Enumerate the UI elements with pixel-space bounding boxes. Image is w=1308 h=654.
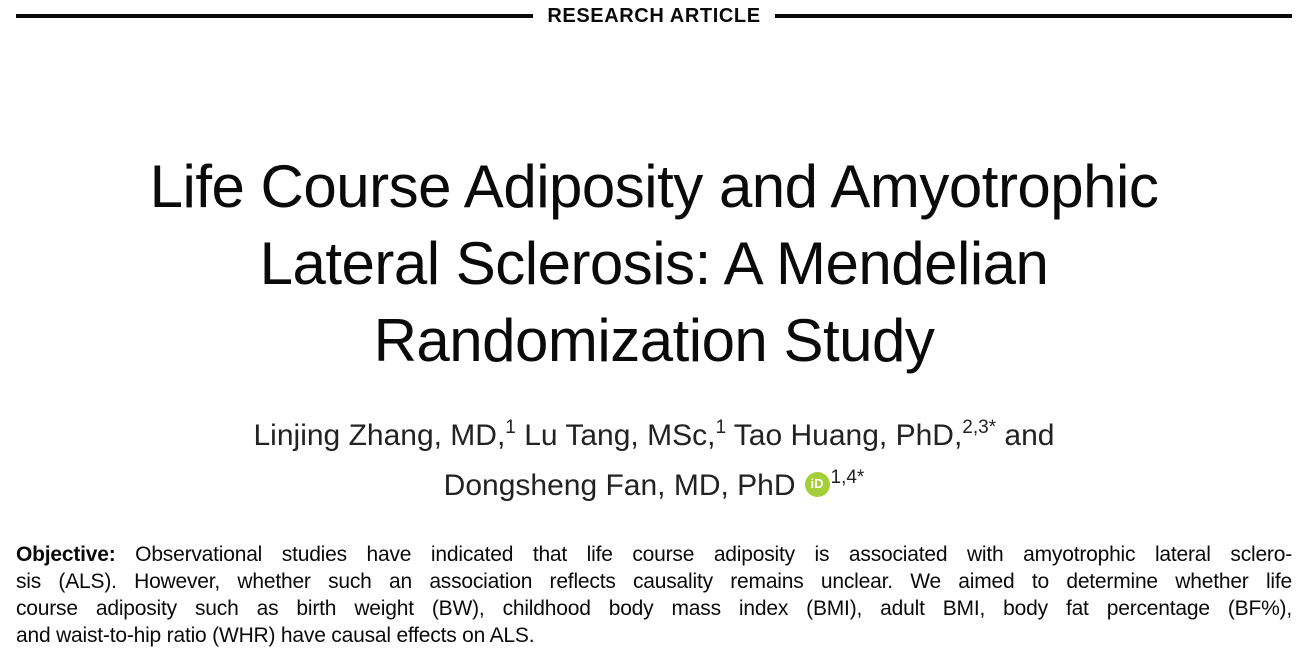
research-article-label: RESEARCH ARTICLE [547,4,761,27]
abstract-line-2: sis (ALS). However, whether such an association reflects causality remains unclear. We aimed to determine whether life [16,570,1292,593]
title-line-1: Life Course Adiposity and Amyotrophic [149,153,1159,220]
header-rule-left [16,14,533,18]
author-name: Tao Huang, PhD, [726,419,963,452]
abstract-line-1 [16,541,1292,568]
author-line-2 [16,461,1292,511]
abstract-line-4: and waist-to-hip ratio (WHR) have causal effects on ALS. [16,624,535,647]
author-affiliation-sup: 1 [505,417,516,438]
author-conjunction: and [996,419,1055,452]
orcid-icon[interactable]: iD [805,472,830,497]
objective-label: Objective: [16,543,116,566]
abstract-text: Observational studies have indicated that life course adiposity is associated with amyotrophic lateral sclero- [115,543,1292,566]
abstract-objective [16,541,1292,649]
article-title [16,148,1292,379]
author-name: Dongsheng Fan, MD, PhD [443,469,796,502]
research-article-header [16,0,1292,28]
abstract-line-3: course adiposity such as birth weight (BW), childhood body mass index (BMI), adult BMI, body fat percentage (BF%), [16,597,1292,620]
author-list [16,411,1292,511]
author-name: Lu Tang, MSc, [515,419,716,452]
title-line-3: Randomization Study [373,307,935,374]
author-line-1 [16,411,1292,461]
author-name: Linjing Zhang, MD, [253,419,506,452]
author-affiliation-sup: 2,3* [962,417,997,438]
header-rule-right [775,14,1292,18]
author-affiliation-sup: 1,4* [830,467,865,488]
title-line-2: Lateral Sclerosis: A Mendelian [259,230,1049,297]
author-affiliation-sup: 1 [715,417,727,438]
